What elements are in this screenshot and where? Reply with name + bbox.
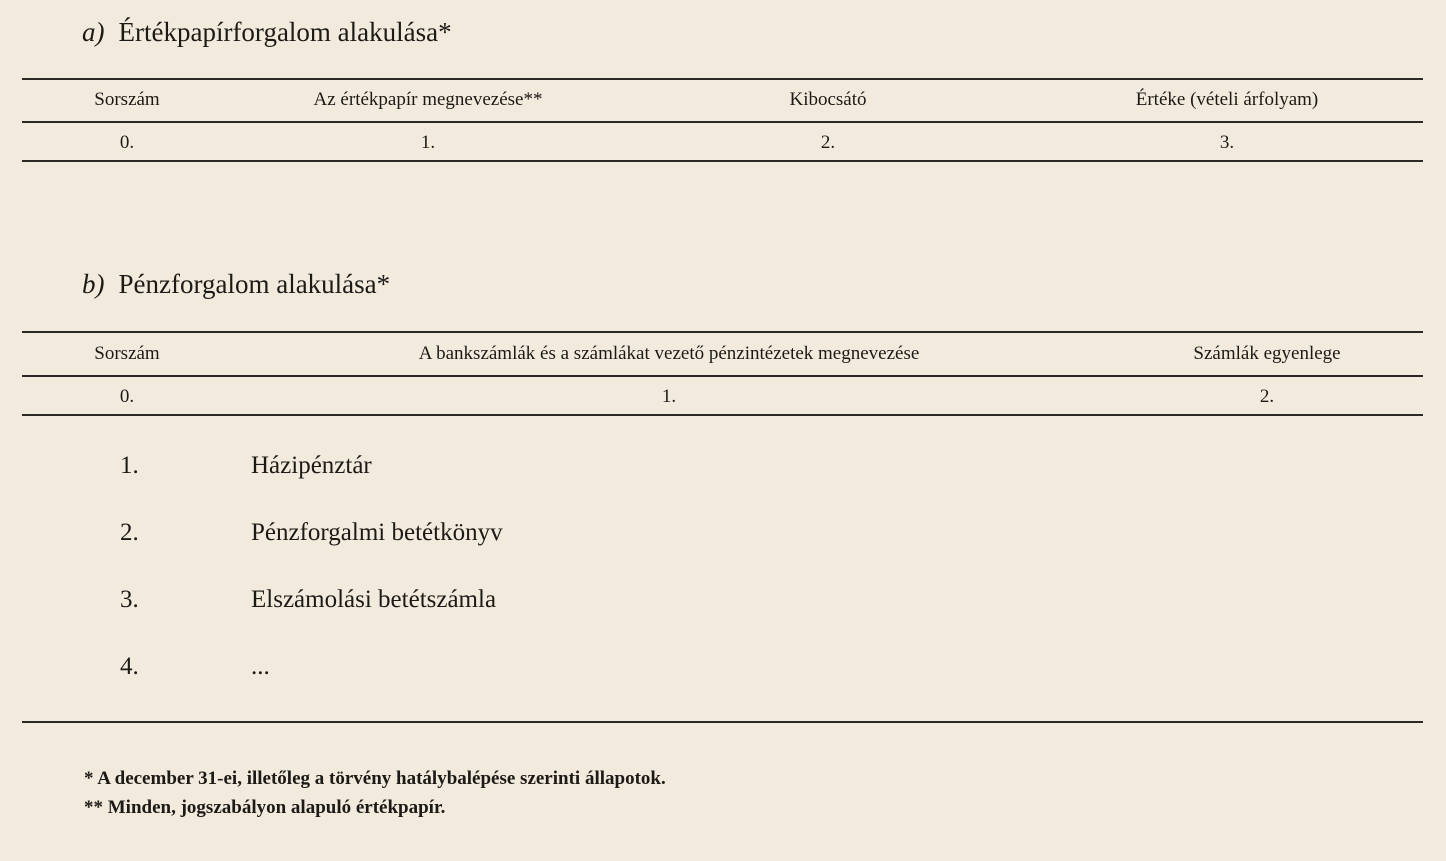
table-a-header-megnevezes: Az értékpapír megnevezése** [313, 89, 543, 110]
table-b-row-4-num: 4. [120, 653, 139, 680]
table-b-row-1-name: Házipénztár [251, 452, 372, 479]
section-a-letter: a) [82, 17, 105, 47]
section-a-title-text: Értékpapírforgalom alakulása* [118, 17, 452, 47]
section-a-title [82, 16, 452, 48]
section-b-title-text: Pénzforgalom alakulása* [118, 269, 391, 299]
footnote-1: * A december 31-ei, illetőleg a törvény hatálybalépése szerinti állapotok. [84, 768, 666, 789]
table-b-row-2-num: 2. [120, 519, 139, 546]
section-b-title [82, 268, 390, 300]
table-a-bottom-rule [22, 160, 1423, 162]
table-b-index-1: 1. [661, 386, 677, 407]
table-b-header-megnevezes: A bankszámlák és a számlákat vezető pénzintézetek megnevezése [418, 343, 920, 364]
table-b-row-2-name: Pénzforgalmi betétkönyv [251, 519, 503, 546]
table-a-index-2: 2. [820, 132, 836, 153]
table-a-index-3: 3. [1219, 132, 1235, 153]
table-b-row-3-num: 3. [120, 586, 139, 613]
table-b-header-egyenleg: Számlák egyenlege [1193, 343, 1341, 364]
table-a-header-erteke: Értéke (vételi árfolyam) [1135, 89, 1319, 110]
table-a-top-rule [22, 78, 1423, 80]
table-b-row-1-num: 1. [120, 452, 139, 479]
section-b-letter: b) [82, 269, 105, 299]
table-a-header-sorszam: Sorszám [94, 89, 160, 110]
table-b-row-3-name: Elszámolási betétszámla [251, 586, 497, 613]
table-b-header-sorszam: Sorszám [94, 343, 160, 364]
table-a-index-0: 0. [119, 132, 135, 153]
table-b-index-rule [22, 414, 1423, 416]
table-a-index-1: 1. [420, 132, 436, 153]
table-b-row-4-name: ... [251, 653, 270, 680]
table-b-top-rule [22, 331, 1423, 333]
footnote-2: ** Minden, jogszabályon alapuló értékpapír. [84, 797, 446, 818]
table-b-index-2: 2. [1259, 386, 1275, 407]
table-b-header-rule [22, 375, 1423, 377]
table-b-index-0: 0. [119, 386, 135, 407]
table-b-bottom-rule [22, 721, 1423, 723]
table-a-header-rule [22, 121, 1423, 123]
table-a-header-kibocsato: Kibocsátó [789, 89, 867, 110]
